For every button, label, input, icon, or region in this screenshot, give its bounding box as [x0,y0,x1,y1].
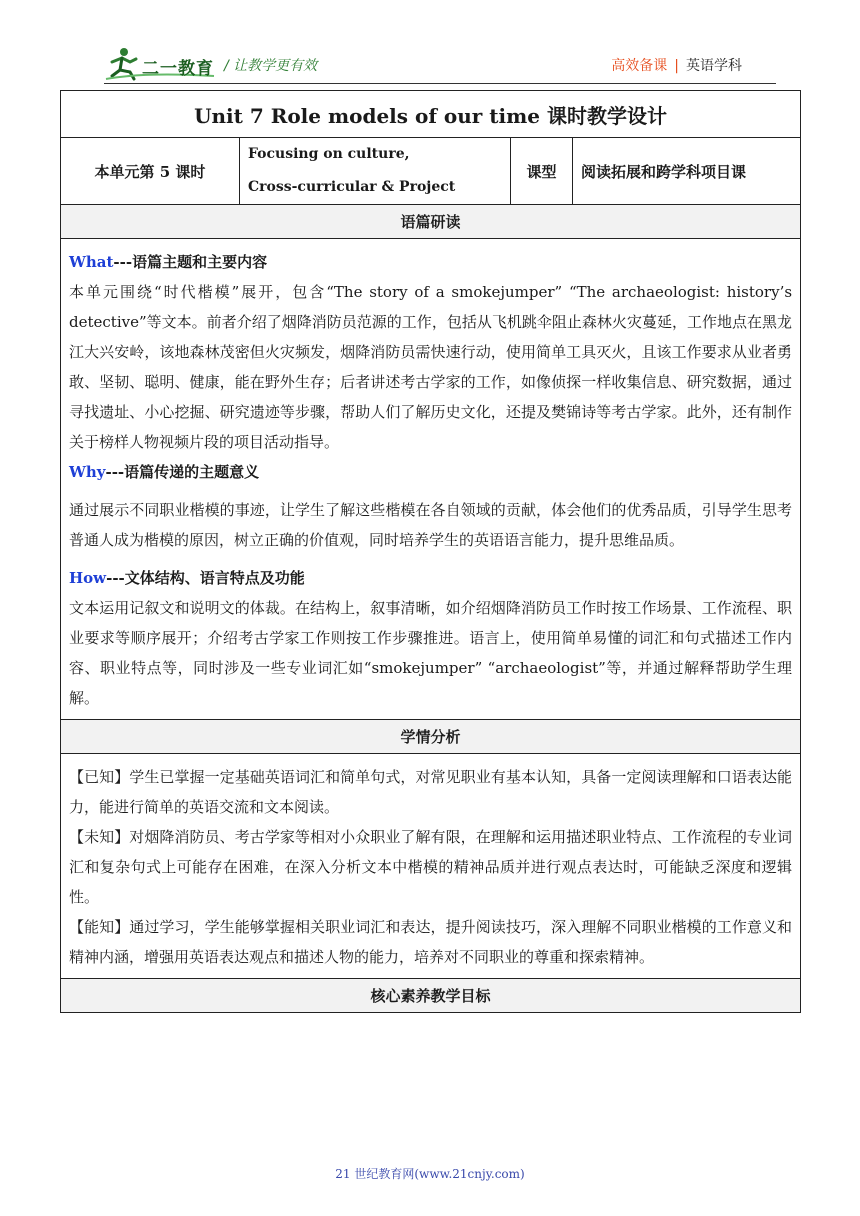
lesson-type-label: 课型 [511,138,573,205]
why-heading [69,457,792,487]
header-separator: | [674,58,679,74]
document-title: Unit 7 Role models of our time 课时教学设计 [61,91,801,138]
learner-analysis [61,754,801,979]
unknown-paragraph: 【未知】对烟降消防员、考古学家等相对小众职业了解有限，在理解和运用描述职业特点、工作流程的专业词汇和复杂句式上可能存在困难，在深入分析文本中楷模的精神品质并进行观点表达时，可能缺乏深度和逻辑性。 [69,828,793,906]
logo-text: 二一教育 [142,59,214,79]
known-paragraph: 【已知】学生已掌握一定基础英语词汇和简单句式，对常见职业有基本认知，具备一定阅读理解和口语表达能力，能进行简单的英语交流和文本阅读。 [69,768,793,816]
lesson-number: 本单元第 5 课时 [61,138,240,205]
header-divider [104,83,776,84]
header-tag-subject: 英语学科 [686,58,742,74]
focus-line-2: Cross-curricular & Project [248,179,456,195]
what-paragraph: 本单元围绕“时代楷模”展开，包含“The story of a smokejumper” “The archaeologist: history’s detective”等文本。前者介绍了烟降消防员范源的工作，包括从飞机跳伞阻止森林火灾蔓延，工作地点在黑龙江大兴安岭，该地森林茂密但火灾频发，烟降消防员需快速行动，使用简单工具灭火，且该工作要求从业者勇敢、坚韧、聪明、健康，能在野外生存；后者讲述考古学家的工作，如像侦探一样收集信息、研究数据，通过寻找遗址、小心挖掘、研究遗迹等步骤，帮助人们了解历史文化，还提及樊锦诗等考古学家。此外，还有制作关于榜样人物视频片段的项目活动指导。 [69,283,793,451]
header-tag-prep: 高效备课 [611,58,668,74]
footer-source: 21 世纪教育网(www.21cnjy.com) [335,1167,525,1181]
focus-line-1: Focusing on culture, [248,146,410,162]
why-paragraph: 通过展示不同职业楷模的事迹，让学生了解这些楷模在各自领域的贡献，体会他们的优秀品质，引导学生思考普通人成为楷模的原因，树立正确的价值观，同时培养学生的英语语言能力，提升思维品质。 [69,501,793,549]
slogan: / 让教学更有效 [224,58,318,74]
section-heading-analysis: 学情分析 [61,720,801,754]
what-heading [69,247,792,277]
header-tags [611,55,742,75]
lesson-design-table [60,90,801,1013]
how-paragraph: 文本运用记叙文和说明文的体裁。在结构上，叙事清晰，如介绍烟降消防员工作时按工作场景、工作流程、职业要求等顺序展开；介绍考古学家工作则按工作步骤推进。语言上，使用简单易懂的词汇和句式描述工作内容、职业特点等，同时涉及一些专业词汇如“smokejumper” “archaeologist”等，并通过解释帮助学生理解。 [69,599,793,707]
page-header [0,0,860,90]
lesson-focus [240,138,511,205]
what-key: What [69,253,114,271]
section-heading-reading: 语篇研读 [61,205,801,239]
able-paragraph: 【能知】通过学习，学生能够掌握相关职业词汇和表达，提升阅读技巧，深入理解不同职业楷模的工作意义和精神内涵，增强用英语表达观点和描述人物的能力，培养对不同职业的尊重和探索精神。 [69,918,793,966]
how-key: How [69,569,107,587]
how-heading-text: ---文体结构、语言特点及功能 [106,569,305,587]
lesson-type-value: 阅读拓展和跨学科项目课 [573,138,801,205]
how-heading [69,563,792,593]
section-heading-goals: 核心素养教学目标 [61,979,801,1013]
reading-analysis [61,239,801,720]
what-heading-text: ---语篇主题和主要内容 [113,253,268,271]
why-key: Why [69,463,106,481]
why-heading-text: ---语篇传递的主题意义 [105,463,260,481]
